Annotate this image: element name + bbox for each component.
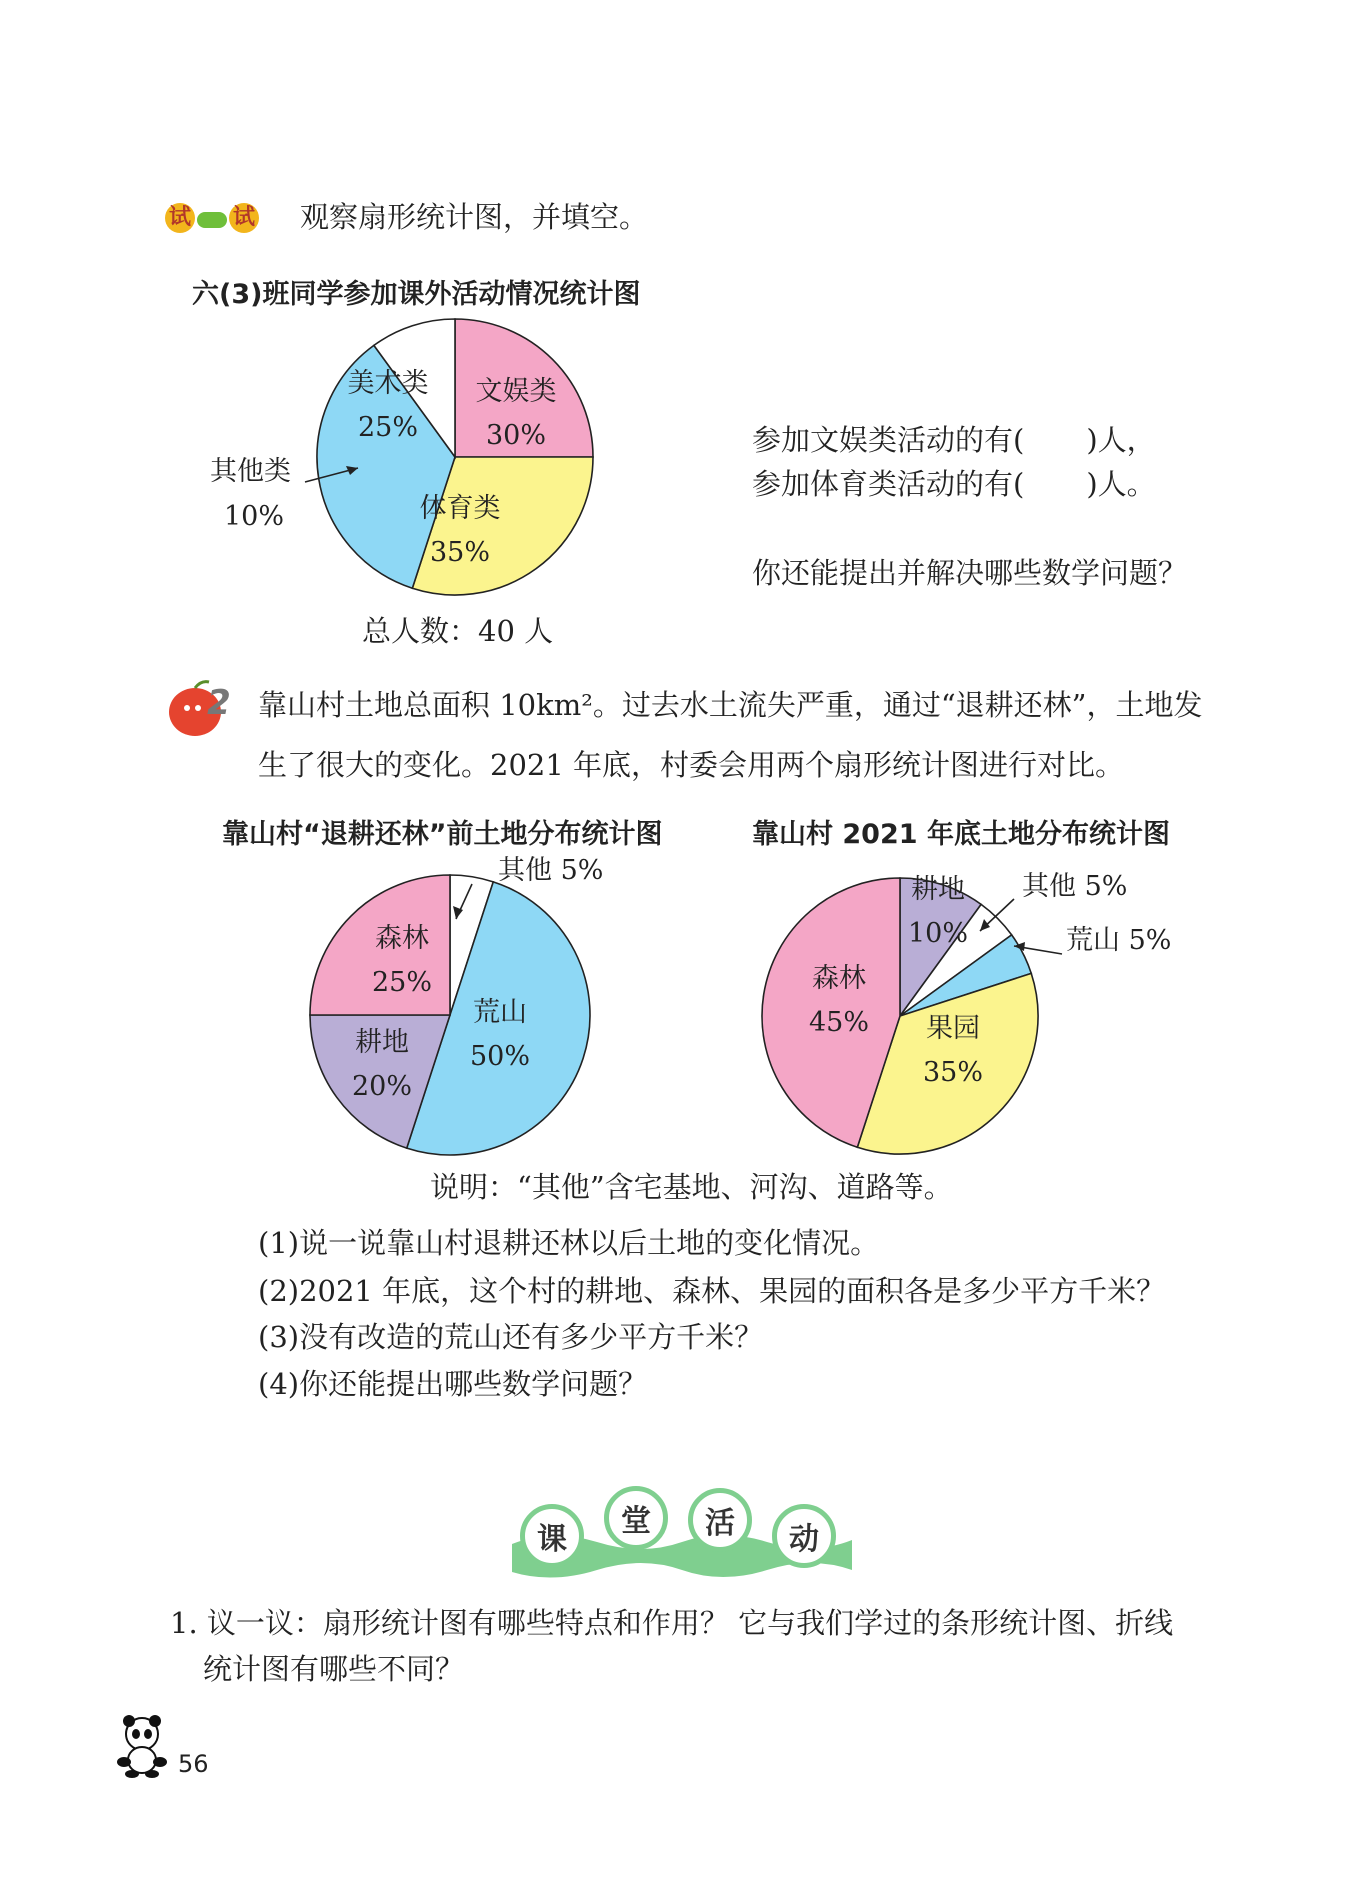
chart1-label-pct: 35% (429, 537, 491, 568)
chart1-label-name: 体育类 (419, 493, 501, 524)
chart1-label-name: 其他类 (210, 456, 291, 487)
open-question: 你还能提出并解决哪些数学问题？ (752, 556, 1188, 590)
chart1-label-pct: 25% (357, 412, 419, 443)
chart2-label-name: 荒山 (473, 997, 527, 1028)
sub-question: (4)你还能提出哪些数学问题？ (258, 1367, 648, 1401)
chart2-label-name: 耕地 (355, 1027, 409, 1058)
chart2-pie (290, 855, 630, 1165)
chart3-label-pct: 10% (907, 918, 969, 949)
chart2-label-pct: 20% (351, 1071, 413, 1102)
chart2-label-name: 森林 (375, 923, 429, 954)
chart1-title: 六(3)班同学参加课外活动情况统计图 (192, 279, 641, 310)
activity-question-line1: 1. 议一议：扇形统计图有哪些特点和作用？ 它与我们学过的条形统计图、折线 (170, 1606, 1174, 1640)
banner-char: 活 (688, 1488, 752, 1552)
try-badge (165, 203, 259, 233)
chart2-title: 靠山村“退耕还林”前土地分布统计图 (222, 819, 663, 850)
fill-question-1-prefix: 参加文娱类活动的有( (752, 423, 1025, 457)
chart1-label-pct: 30% (485, 420, 547, 451)
example-2-marker (165, 678, 245, 740)
activity-question-line2: 统计图有哪些不同？ (203, 1652, 465, 1686)
chart2-other-label: 其他 5% (498, 855, 604, 886)
try-instruction: 观察扇形统计图，并填空。 (300, 200, 649, 234)
chart2-label-pct: 25% (371, 967, 433, 998)
chart3-label-pct: 35% (922, 1057, 984, 1088)
fill-question-2-prefix: 参加体育类活动的有( (752, 467, 1025, 501)
chart1-label-pct: 10% (224, 501, 285, 532)
chart3-pie (750, 855, 1210, 1165)
example-number: 2 (207, 683, 231, 723)
sub-question: (2)2021 年底，这个村的耕地、森林、果园的面积各是多少平方千米？ (258, 1274, 1166, 1308)
fill-question-2-suffix: )人。 (1086, 467, 1156, 501)
chart2-label-pct: 50% (469, 1041, 531, 1072)
sub-question: (1)说一说靠山村退耕还林以后土地的变化情况。 (258, 1226, 880, 1260)
try-badge-char: 试 (165, 203, 195, 233)
chart3-title: 靠山村 2021 年底土地分布统计图 (752, 819, 1170, 850)
chart3-barren-label: 荒山 5% (1066, 925, 1172, 956)
chart3-slices (762, 878, 1038, 1154)
fill-question-2 (752, 467, 1156, 502)
chart3-other-label: 其他 5% (1022, 871, 1128, 902)
chart1-label-name: 美术类 (347, 368, 429, 399)
chart3-label-name: 耕地 (911, 874, 965, 905)
panda-icon (112, 1712, 172, 1778)
try-badge-char: 试 (229, 203, 259, 233)
sub-question: (3)没有改造的荒山还有多少平方千米？ (258, 1320, 764, 1354)
chart2-slices (310, 875, 590, 1155)
fill-question-1-suffix: )人， (1086, 423, 1156, 457)
example2-line1: 靠山村土地总面积 10km²。过去水土流失严重，通过“退耕还林”，土地发 (258, 688, 1203, 722)
chart1-total: 总人数：40 人 (362, 614, 554, 648)
example2-line2: 生了很大的变化。2021 年底，村委会用两个扇形统计图进行对比。 (258, 748, 1125, 782)
activity-banner (512, 1478, 852, 1588)
page-number: 56 (178, 1750, 209, 1778)
chart-note: 说明：“其他”含宅基地、河沟、道路等。 (430, 1170, 953, 1204)
banner-char: 堂 (604, 1486, 668, 1550)
chart3-label-name: 森林 (812, 963, 866, 994)
chart1-label-name: 文娱类 (475, 376, 557, 407)
try-badge-connector (197, 212, 227, 228)
banner-char: 动 (772, 1504, 836, 1568)
chart1-pie (180, 310, 620, 620)
chart3-label-pct: 45% (808, 1007, 870, 1038)
chart3-label-name: 果园 (926, 1013, 980, 1044)
banner-char: 课 (520, 1504, 584, 1568)
fill-question-1 (752, 423, 1156, 458)
